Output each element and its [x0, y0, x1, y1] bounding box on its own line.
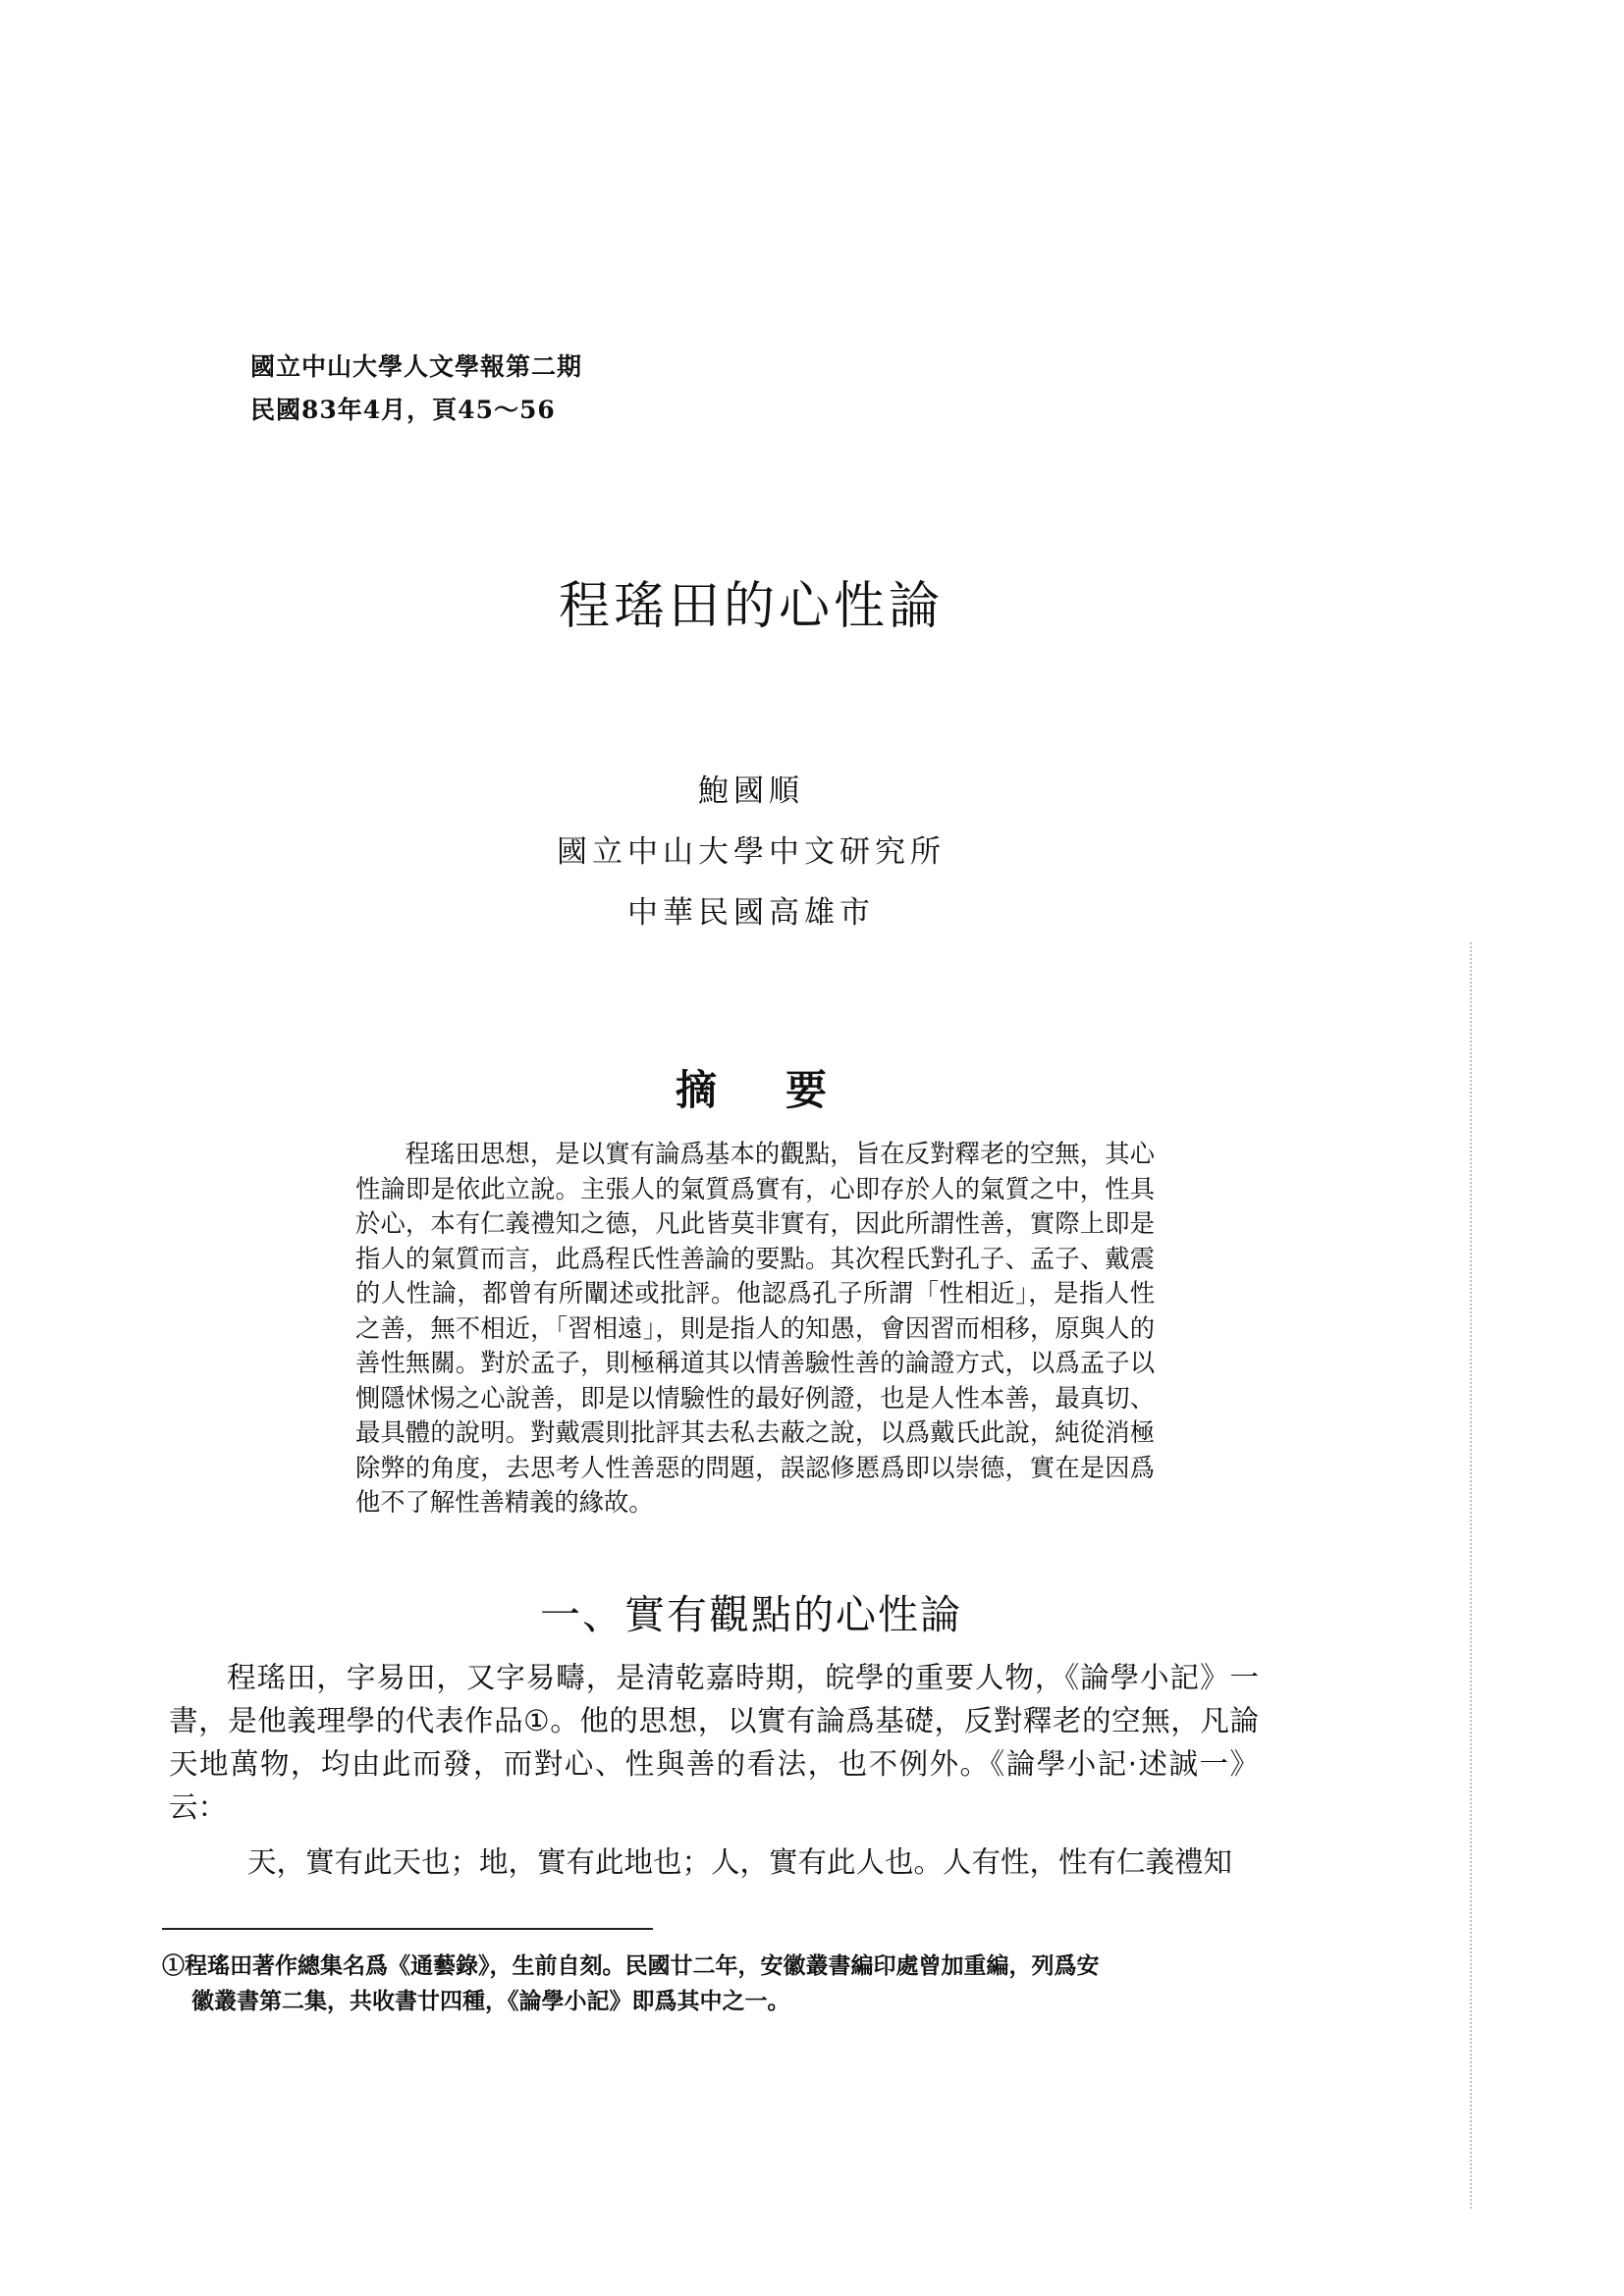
footnote	[162, 1949, 1260, 2019]
abstract-heading	[0, 1058, 1502, 1117]
footnote-line-2: 徽叢書第二集，共收書廿四種，《論學小記》即爲其中之一。	[191, 1988, 790, 2014]
author-block	[0, 761, 1502, 943]
journal-info	[250, 346, 582, 432]
author-name: 鮑國順	[698, 774, 804, 809]
footnote-divider	[162, 1928, 653, 1930]
body-paragraph: 程瑤田，字易田，又字易疇，是清乾嘉時期，皖學的重要人物，《論學小記》一書，是他義理學的代表作品①。他的思想，以實有論爲基礎，反對釋老的空無，凡論天地萬物，均由此而發，而對心、性與善的看法，也不例外。《論學小記·述誠一》云：	[169, 1661, 1259, 1824]
author-affiliation: 國立中山大學中文研究所	[557, 834, 946, 870]
abstract-text: 程瑤田思想，是以實有論爲基本的觀點，旨在反對釋老的空無，其心性論即是依此立說。主張人的氣質爲實有，心即存於人的氣質之中，性具於心，本有仁義禮知之德，凡此皆莫非實有，因此所謂性善，實際上即是指人的氣質而言，此爲程氏性善論的要點。其次程氏對孔子、孟子、戴震的人性論，都曾有所闡述或批評。他認爲孔子所謂「性相近」，是指人性之善，無不相近，「習相遠」，則是指人的知愚，會因習而相移，原與人的善性無關。對於孟子，則極稱道其以情善驗性善的論證方式，以爲孟子以惻隱怵惕之心說善，即是以情驗性的最好例證，也是人性本善，最真切、最具體的說明。對戴震則批評其去私去蔽之說，以爲戴氏此說，純從消極除弊的角度，去思考人性善惡的問題，誤認修慝爲即以崇德，實在是因爲他不了解性善精義的緣故。	[355, 1140, 1155, 1517]
abstract-heading-char-1: 摘	[675, 1066, 717, 1114]
journal-name: 國立中山大學人文學報第二期	[250, 352, 583, 381]
scan-page-edge	[1470, 942, 1472, 2209]
journal-issue: 民國83年4月，頁45～56	[250, 396, 556, 424]
author-location: 中華民國高雄市	[627, 895, 875, 931]
footnote-line-1: ①程瑤田著作總集名爲《通藝錄》，生前自刻。民國廿二年，安徽叢書編印處曾加重編，列爲安	[162, 1952, 1100, 1979]
paper-title: 程瑤田的心性論	[558, 577, 944, 636]
abstract-heading-char-2: 要	[785, 1066, 828, 1114]
section-heading: 一、實有觀點的心性論	[540, 1591, 962, 1638]
quoted-passage: 天，實有此天也；地，實有此地也；人，實有此人也。人有性，性有仁義禮知	[247, 1845, 1233, 1879]
